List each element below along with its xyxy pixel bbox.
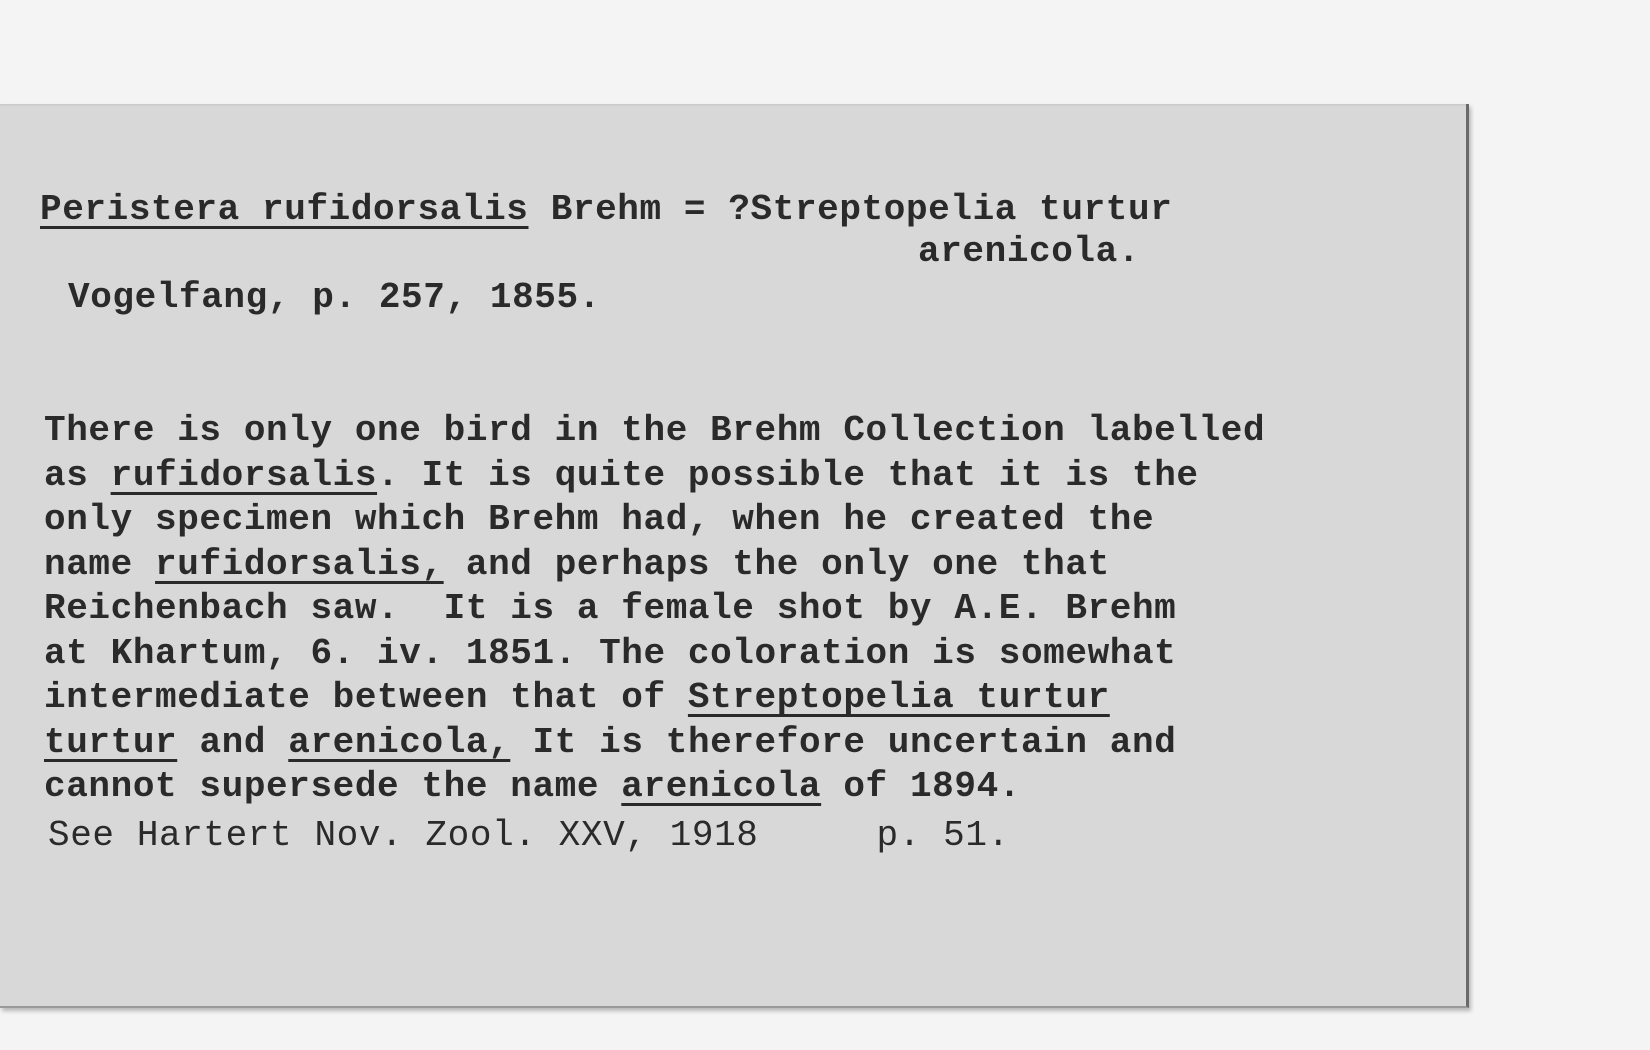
body-text: . It is quite possible that it is the [377,454,1199,496]
body-line: only specimen which Brehm had, when he created the [44,499,1155,540]
body-line [44,677,1110,718]
body-text: intermediate between that of [44,677,688,718]
body-text: cannot supersede the name [44,766,622,807]
underlined-name: rufidorsalis, [155,543,444,585]
body-line [44,766,1021,807]
underlined-name: arenicola [621,766,822,807]
underlined-name: Streptopelia turtur [687,677,1110,718]
accepted-name-line2: arenicola. [918,231,1141,272]
body-line [44,544,1110,585]
citation: Vogelfang, p. 257, 1855. [68,277,601,318]
index-card [0,104,1469,1008]
body-line: Reichenbach saw. It is a female shot by A.E. Brehm [44,588,1177,629]
underlined-name: arenicola, [288,721,511,763]
underlined-name: rufidorsalis [110,454,378,496]
reference-text: See Hartert Nov. Zool. XXV, 1918 [48,815,759,856]
body-text: and perhaps the only one that [443,543,1110,585]
card-body [44,409,1265,810]
body-line [44,455,1199,496]
body-line: at Khartum, 6. iv. 1851. The coloration is somewhat [44,632,1177,674]
heading-separator: Brehm = ? [528,189,751,230]
card-edge [0,104,1466,107]
body-text: It is therefore uncertain and [510,721,1177,763]
underlined-name: turtur [44,721,178,763]
body-line [44,722,1176,763]
body-line: There is only one bird in the Brehm Collection labelled [44,410,1266,451]
body-text: and [177,721,289,763]
synonym-name: Peristera rufidorsalis [40,189,529,230]
body-text: name [44,543,156,585]
card-heading [40,188,1172,232]
body-text: as [44,454,111,496]
body-text: of 1894. [821,766,1021,807]
accepted-name-line1: Streptopelia turtur [750,189,1173,230]
reference-page: p. 51. [876,815,1010,856]
reference [48,814,1010,858]
